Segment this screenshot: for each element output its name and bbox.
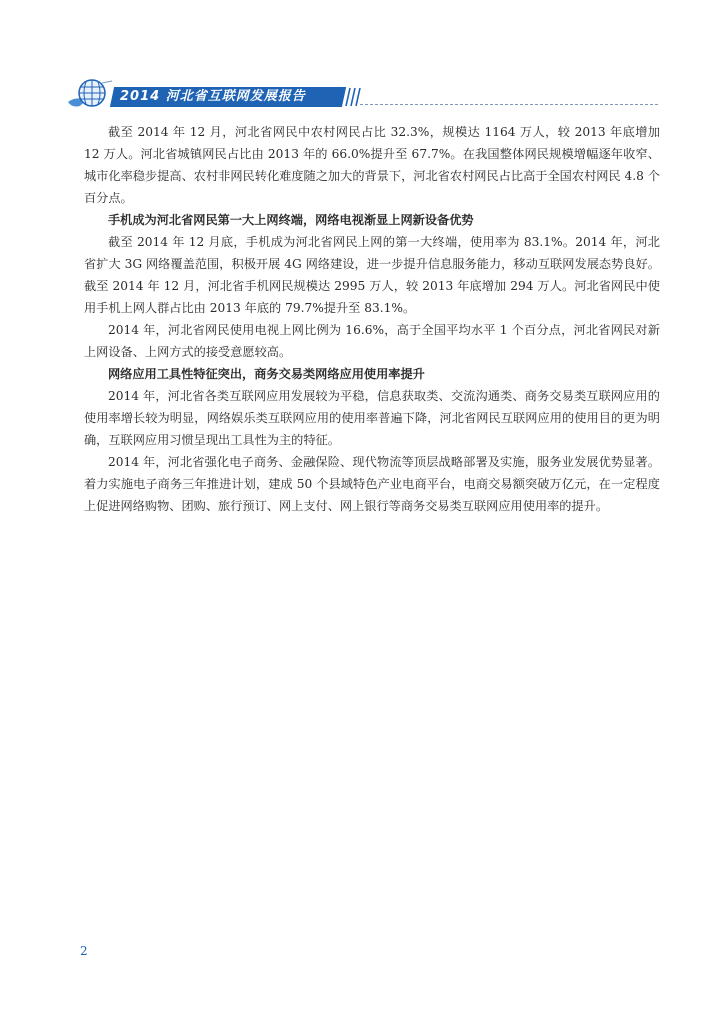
heading-mobile-terminal: 手机成为河北省网民第一大上网终端，网络电视渐显上网新设备优势 — [108, 213, 474, 227]
paragraph-rural-netizens: 截至 2014 年 12 月，河北省网民中农村网民占比 32.3%，规模达 1164 万人，较 2013 年底增加 12 万人。河北省城镇网民占比由 2013 年的 66.0%提升至 67.7%。在我国整体网民规模增幅逐年收窄、城市化率稳步提高、农村非网民转化难度随之加大的背景下，河北省农村网民占比高于全国农村网民 4.8 个百分点。 — [84, 125, 660, 205]
header-divider — [360, 104, 658, 105]
heading-application-features: 网络应用工具性特征突出，商务交易类网络应用使用率提升 — [108, 367, 425, 381]
document-body — [84, 121, 660, 517]
report-header — [62, 78, 658, 112]
paragraph-mobile-usage: 截至 2014 年 12 月底，手机成为河北省网民上网的第一大终端，使用率为 83.1%。2014 年，河北省扩大 3G 网络覆盖范围，积极开展 4G 网络建设，进一步提升信息服务能力，移动互联网发展态势良好。截至 2014 年 12 月，河北省手机网民规模达 2995 万人，较 2013 年底增加 294 万人。河北省网民中使用手机上网人群占比由 2013 年底的 79.7%提升至 83.1%。 — [84, 235, 660, 315]
globe-logo-icon — [66, 78, 114, 110]
report-title: 2014 河北省互联网发展报告 — [120, 89, 306, 104]
paragraph-ecommerce: 2014 年，河北省强化电子商务、金融保险、现代物流等顶层战略部署及实施，服务业发展优势显著。着力实施电子商务三年推进计划，建成 50 个县域特色产业电商平台，电商交易额突破万亿元，在一定程度上促进网络购物、团购、旅行预订、网上支付、网上银行等商务交易类互联网应用使用率的提升。 — [84, 455, 660, 513]
stripes-decoration-icon — [332, 87, 362, 107]
paragraph-tv-usage: 2014 年，河北省网民使用电视上网比例为 16.6%，高于全国平均水平 1 个百分点，河北省网民对新上网设备、上网方式的接受意愿较高。 — [84, 323, 660, 359]
paragraph-application-usage: 2014 年，河北省各类互联网应用发展较为平稳，信息获取类、交流沟通类、商务交易类互联网应用的使用率增长较为明显，网络娱乐类互联网应用的使用率普遍下降，河北省网民互联网应用的使用目的更为明确，互联网应用习惯呈现出工具性为主的特征。 — [84, 389, 660, 447]
page-number: 2 — [80, 944, 88, 958]
